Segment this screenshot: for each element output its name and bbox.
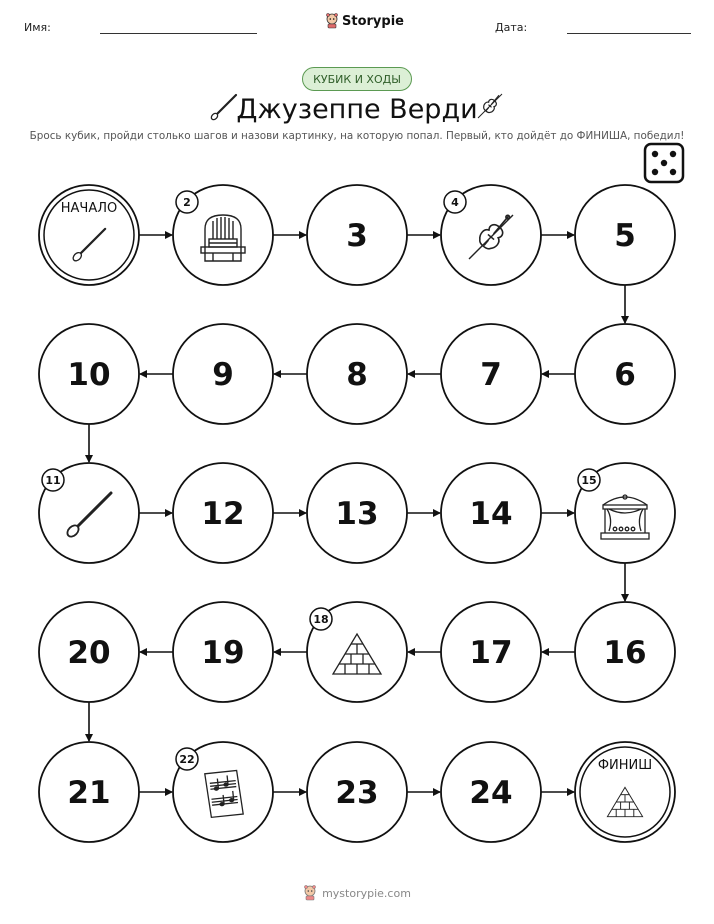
cell-number: 17 bbox=[469, 635, 513, 671]
board-cell-21 bbox=[39, 742, 139, 842]
footer-url: mystorypie.com bbox=[322, 886, 411, 900]
instructions-text: Брось кубик, пройди столько шагов и назови картинку, на которую попал. Первый, кто дойдёт до ФИНИША, победил! bbox=[29, 130, 685, 142]
board-cell-2 bbox=[173, 185, 273, 285]
board-cell-22 bbox=[173, 742, 273, 842]
cell-number: 14 bbox=[469, 496, 513, 532]
cell-number: 23 bbox=[335, 775, 379, 811]
name-label: Имя: bbox=[24, 21, 51, 34]
board-cell-6 bbox=[575, 324, 675, 424]
board-cell-23 bbox=[307, 742, 407, 842]
board-cell-3 bbox=[307, 185, 407, 285]
board-cell-9 bbox=[173, 324, 273, 424]
cell-number: 20 bbox=[67, 635, 111, 671]
board-cell-5 bbox=[575, 185, 675, 285]
board-cell-20 bbox=[39, 602, 139, 702]
cell-number-badge: 18 bbox=[313, 613, 329, 626]
cell-number-badge: 22 bbox=[179, 753, 195, 766]
cell-number: 12 bbox=[201, 496, 245, 532]
cell-number: 16 bbox=[603, 635, 647, 671]
date-label: Дата: bbox=[495, 21, 528, 34]
board-cell-24 bbox=[441, 742, 541, 842]
cell-number: 5 bbox=[614, 218, 636, 254]
finish-label: ФИНИШ bbox=[597, 758, 653, 773]
cell-number: 24 bbox=[469, 775, 513, 811]
board-cell-12 bbox=[173, 463, 273, 563]
board-cell-17 bbox=[441, 602, 541, 702]
board-cell-18 bbox=[307, 602, 407, 702]
board-cell-15 bbox=[575, 463, 675, 563]
storypie-mascot-icon bbox=[303, 885, 317, 901]
board-cell-19 bbox=[173, 602, 273, 702]
board-cell-10 bbox=[39, 324, 139, 424]
board-cell-11 bbox=[39, 463, 139, 563]
finish-cell bbox=[575, 742, 675, 842]
board-cell-7 bbox=[441, 324, 541, 424]
cell-number-badge: 11 bbox=[45, 474, 61, 487]
cell-number: 9 bbox=[212, 357, 234, 393]
start-label: НАЧАЛО bbox=[60, 201, 118, 216]
cell-number: 21 bbox=[67, 775, 111, 811]
brand-name: Storypie bbox=[342, 13, 404, 29]
cell-number: 8 bbox=[346, 357, 368, 393]
board-cell-14 bbox=[441, 463, 541, 563]
board-cell-13 bbox=[307, 463, 407, 563]
cell-number: 19 bbox=[201, 635, 245, 671]
cell-number: 10 bbox=[67, 357, 111, 393]
cell-number-badge: 2 bbox=[183, 196, 191, 209]
board-cell-4 bbox=[441, 185, 541, 285]
footer bbox=[0, 885, 714, 901]
start-cell bbox=[39, 185, 139, 285]
cell-number-badge: 4 bbox=[451, 196, 459, 209]
cell-number: 6 bbox=[614, 357, 636, 393]
board-cell-8 bbox=[307, 324, 407, 424]
activity-badge: КУБИК И ХОДЫ bbox=[302, 67, 412, 91]
board-cell-16 bbox=[575, 602, 675, 702]
cell-number: 3 bbox=[346, 218, 368, 254]
cell-number: 13 bbox=[335, 496, 379, 532]
page-title: Джузеппе Верди bbox=[236, 94, 478, 125]
cell-number: 7 bbox=[480, 357, 502, 393]
cell-number-badge: 15 bbox=[581, 474, 597, 487]
